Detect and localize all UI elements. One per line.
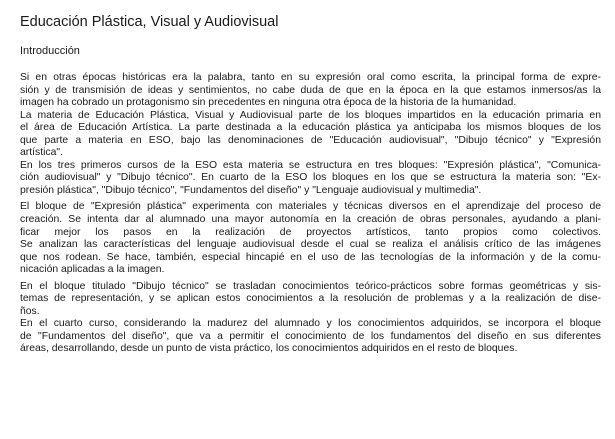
paragraph	[20, 110, 601, 160]
paragraph	[20, 201, 601, 276]
paragraph	[20, 281, 601, 319]
text-line: El bloque de "Expresión plástica" experimenta con materiales y técnicas diversos en el aprendizaje del proceso de	[20, 201, 601, 213]
section-heading: Introducción	[20, 45, 80, 57]
text-line: artística".	[20, 147, 63, 159]
text-line: En el bloque titulado "Dibujo técnico" se trasladan conocimientos teórico-prácticos sobre formas geométricas y sis-	[20, 280, 601, 292]
text-line: que nos rodean. Se hace, también, especial hincapié en el uso de las tecnologías de la información y de la comu-	[20, 251, 601, 263]
text-line: temas de representación, y se aplican estos conocimientos a la resolución de problemas y a la realización de dise-	[20, 293, 601, 305]
text-line: Si en otras épocas históricas era la palabra, tanto en su expresión oral como escrita, la principal forma de expre-	[20, 72, 601, 83]
text-line: áreas, desarrollando, desde un punto de vista práctico, los conocimientos adquiridos en el resto de bloques.	[20, 343, 518, 355]
text-line: La materia de Educación Plástica, Visual y Audiovisual parte de los bloques impartidos en la educación primaria en	[20, 109, 601, 121]
text-line: ños.	[20, 305, 40, 317]
text-line: ficar mejor los pasos en la realización de proyectos artísticos, tanto propios como colectivos.	[20, 226, 601, 238]
text-line: ción audiovisual" y "Dibujo técnico". En cuarto de la ESO los bloques en los que se estructura la materia son: "Ex-	[20, 172, 601, 184]
text-line: presión plástica", "Dibujo técnico", "Fundamentos del diseño" y "Lenguaje audiovisual y multimedia".	[20, 184, 482, 196]
text-line: de "Fundamentos del diseño", que va a permitir el conocimiento de los fundamentos del diseño en sus diferentes	[20, 330, 601, 342]
text-line: Se analizan las características del lenguaje audiovisual desde el cual se realiza el análisis crítico de las imágenes	[20, 239, 601, 251]
text-line: que parte a materia en ESO, bajo las denominaciones de "Educación audiovisual", "Dibujo técnico" y "Expresión	[20, 134, 601, 146]
text-line: creación. Se intenta dar al alumnado una mayor autonomía en la creación de obras personales, ayudando a plani-	[20, 214, 601, 226]
text-line: imagen ha cobrado un protagonismo sin precedentes en ninguna otra época de la historia de la humanidad.	[20, 97, 517, 109]
paragraph	[20, 318, 601, 356]
document-body	[20, 72, 601, 356]
text-line: En el cuarto curso, considerando la madurez del alumnado y los conocimientos adquiridos, se incorpora el bloque	[20, 318, 601, 330]
text-line: sión y de transmisión de ideas y sentimientos, no cabe duda de que en la época en la que estamos inmersos/as la	[20, 84, 601, 96]
paragraph	[20, 72, 601, 110]
text-line: el área de Educación Artística. La parte destinada a la educación plástica ya anticipaba los mismos bloques de los	[20, 122, 601, 134]
text-line: En los tres primeros cursos de la ESO esta materia se estructura en tres bloques: "Expresión plástica", "Comunica-	[20, 159, 601, 171]
paragraph	[20, 160, 601, 198]
text-line: nicación aplicadas a la imagen.	[20, 264, 165, 276]
document-title: Educación Plástica, Visual y Audiovisual	[20, 14, 279, 30]
